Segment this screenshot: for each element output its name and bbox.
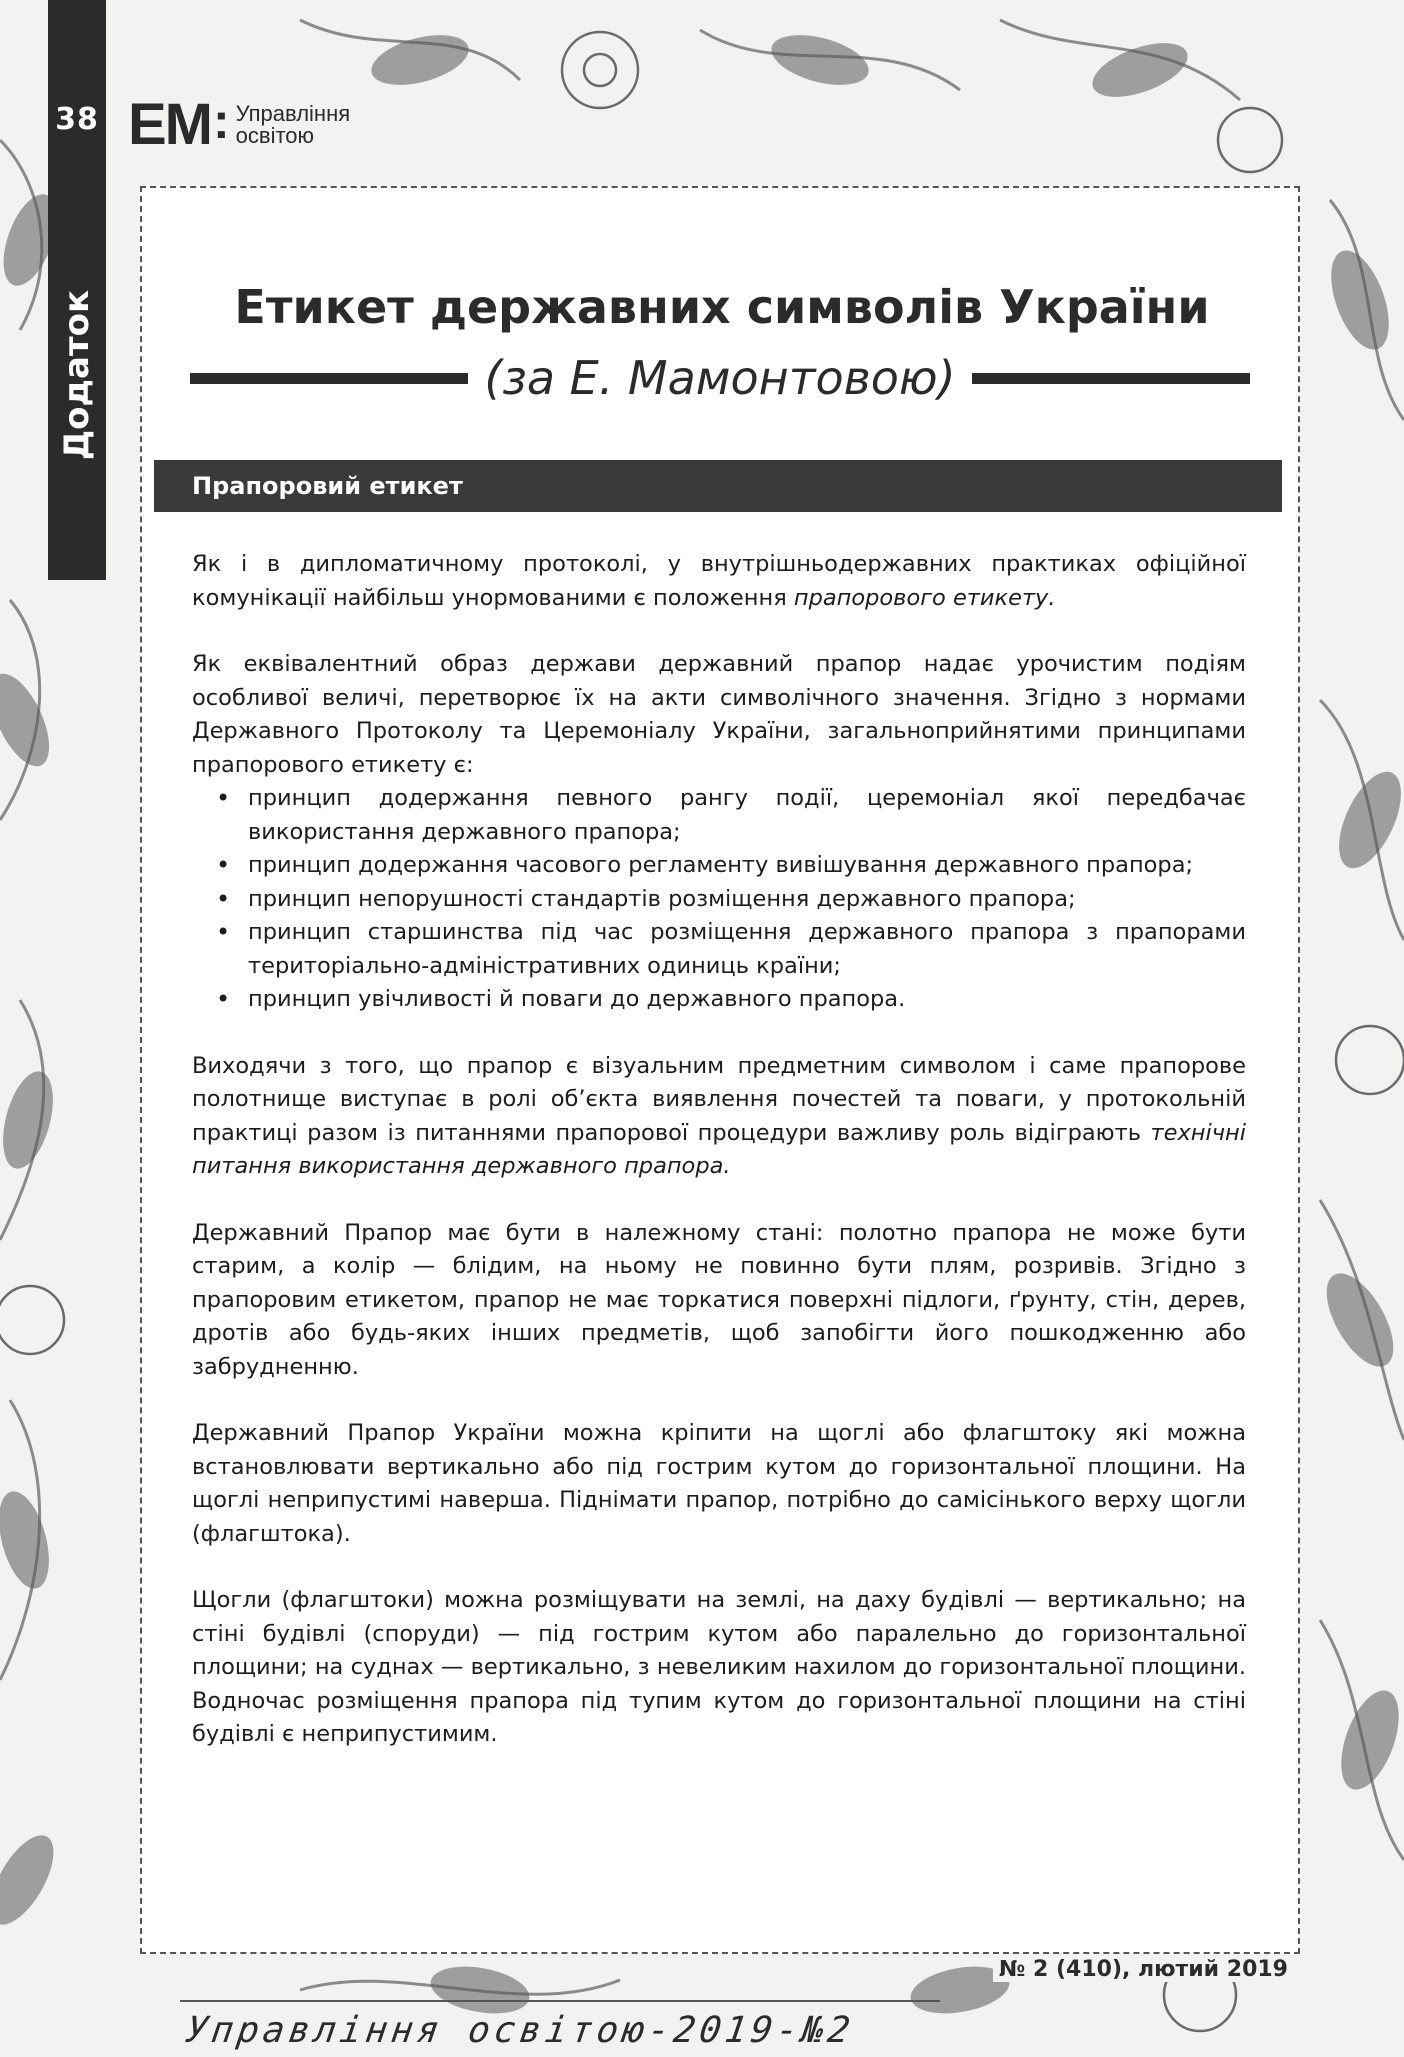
article-subtitle: (за Е. Мамонтовою) [484, 351, 956, 405]
magazine-logo [128, 92, 350, 158]
handwritten-stamp: Управління освітою-2019-№2 [183, 2010, 857, 2051]
paragraph-mounting: Державний Прапор України можна кріпити на щоглі або флагштоку які можна встановлювати вертикально або під гострим кутом до горизонтальної площини. На щоглі неприпустимі наверша. Піднімати прапор, потрібно до самісінького верху щогли (флагштока). [192, 1420, 1246, 1547]
logo-badge: EM [128, 92, 211, 157]
subtitle-row [190, 348, 1250, 408]
section-tab-label: Додаток [57, 289, 97, 461]
logo-line-1: Управління [235, 101, 351, 126]
paragraph-condition: Державний Прапор має бути в належному стані: полотно прапора не може бути старим, а колір — блідим, на ньому не повинно бути плям, розривів. Згідно з прапоровим етикетом, прапор не має торкатися поверхні підлоги, ґрунту, стін, дерев, дротів або будь-яких інших предметів, щоб запобігти його пошкодженню або забрудненню. [192, 1219, 1246, 1380]
logo-line-2: освітою [235, 123, 315, 148]
paragraph-technical [192, 1050, 1246, 1184]
paragraph-technical-text: Виходячи з того, що прапор є візуальним предметним символом і саме прапорове полотнище виступає в ролі об’єкта виявлення почестей та поваги, у протокольній практиці разом із питаннями прапорової процедури важливу роль відіграють [192, 1052, 1246, 1146]
list-item: • принцип старшинства під час розміщення державного прапора з прапорами територіально-адміністративних одиниць країни; [192, 916, 1246, 983]
issue-info: № 2 (410), лютий 2019 [993, 1957, 1294, 1982]
subtitle-rule-left [190, 373, 468, 384]
section-tab [48, 250, 106, 500]
logo-separator: : [213, 93, 230, 149]
section-heading: Прапоровий етикет [154, 460, 1282, 512]
article-body [192, 548, 1246, 1785]
article-title: Етикет державних символів України [234, 280, 1210, 334]
list-item: • принцип увічливості й поваги до державного прапора. [192, 983, 1246, 1017]
paragraph-principles-lead: Як еквівалентний образ держави державний прапор надає урочистим подіям особливої величі, перетворює їх на акти символічного значення. Згідно з нормами Державного Протоколу та Церемоніалу України, загальноприйнятими принципами прапорового етикету є: [192, 651, 1246, 778]
page-number: 38 [55, 102, 99, 137]
list-item: • принцип додержання часового регламенту вивішування державного прапора; [192, 849, 1246, 883]
paragraph-intro [192, 548, 1246, 615]
paragraph-intro-text: Як і в дипломатичному протоколі, у внутрішньодержавних практиках офіційної комунікації найбільш унормованими є положення [192, 551, 1246, 611]
paragraph-technical-emphasis: технічні питання використання державного прапора. [192, 1119, 1246, 1179]
paragraph-placement: Щогли (флагштоки) можна розміщувати на землі, на даху будівлі — вертикально; на стіні будівлі (споруди) — під гострим кутом або паралельно до горизонтальної площини; на суднах — вертикально, з невеликим нахилом до горизонтальної площини. Водночас розміщення прапора під тупим кутом до горизонтальної площини на стіні будівлі є неприпустимим. [192, 1587, 1246, 1747]
principles-list [192, 782, 1246, 1017]
list-item: • принцип додержання певного рангу події, церемоніал якої передбачає використання державного прапора; [192, 782, 1246, 849]
article-panel [140, 186, 1300, 1954]
paragraph-intro-emphasis: прапорового етикету. [793, 584, 1056, 611]
logo-text [236, 103, 351, 147]
subtitle-rule-right [972, 373, 1250, 384]
stamp-underline [180, 2000, 940, 2002]
list-item: • принцип непорушності стандартів розміщення державного прапора; [192, 883, 1246, 917]
